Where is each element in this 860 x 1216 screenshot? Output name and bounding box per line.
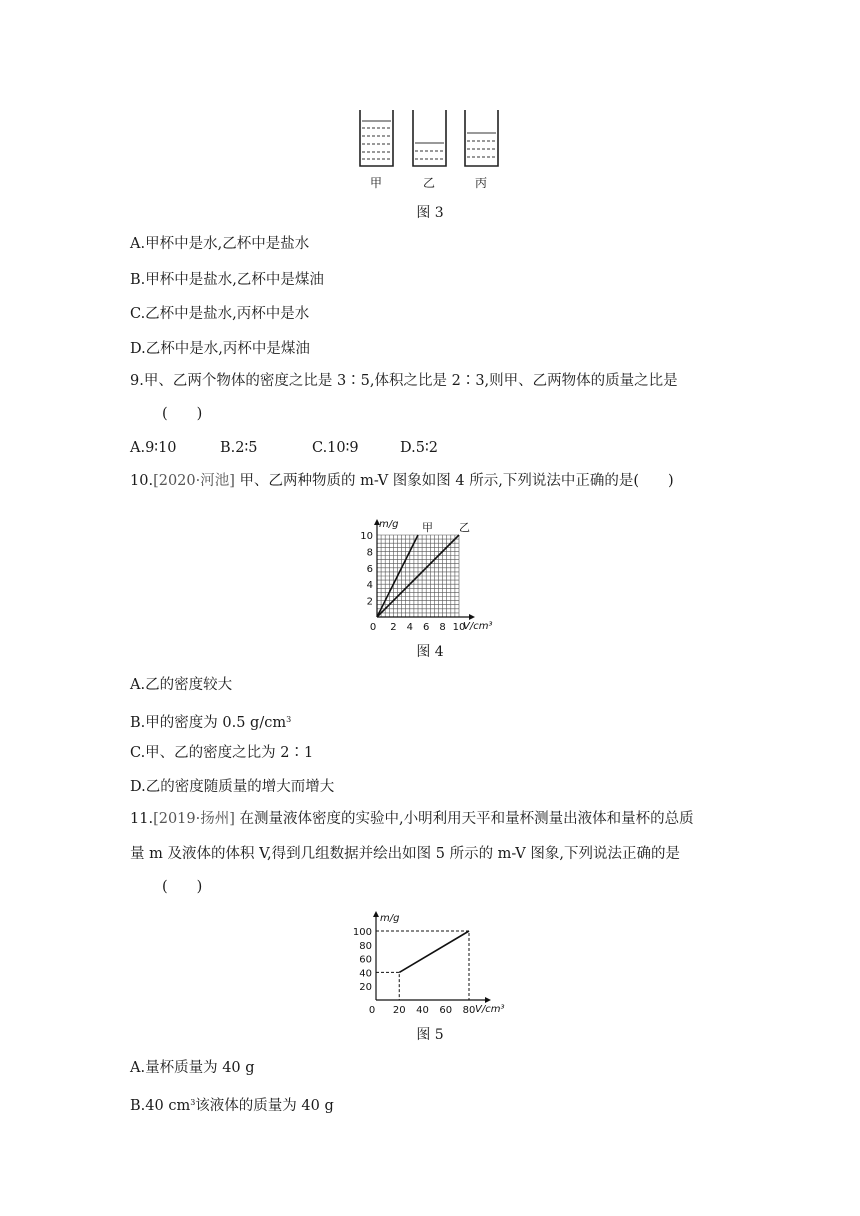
y-tick-label: 10 xyxy=(360,531,373,542)
q10-option-b: B.甲的密度为 0.5 g/cm xyxy=(130,715,287,731)
q11-option-b-part2: 该液体的质量为 40 g xyxy=(195,1098,334,1114)
figure-4 xyxy=(355,505,505,630)
x-axis-label: V/cm³ xyxy=(463,621,493,630)
y-tick-label: 4 xyxy=(366,580,373,592)
x-tick-label: 8 xyxy=(439,622,446,630)
x-tick-label: 80 xyxy=(462,1005,476,1015)
q11-option-a: A.量杯质量为 40 g xyxy=(130,1060,255,1076)
y-tick-label: 60 xyxy=(359,954,372,966)
q11-stem-1: 在测量液体密度的实验中,小明利用天平和量杯测量出液体和量杯的总质 xyxy=(234,811,694,827)
guide-start xyxy=(376,972,399,1000)
q9-option-d: D.5∶2 xyxy=(400,440,438,456)
q11-option-b-sup: 3 xyxy=(190,1098,196,1107)
cup-label-bing: 丙 xyxy=(475,176,488,190)
q9-option-c: C.10∶9 xyxy=(312,440,359,456)
cup-label-jia: 甲 xyxy=(370,176,383,190)
figure-5-chart xyxy=(348,905,508,1015)
y-axis-label: m/g xyxy=(380,913,400,924)
q10-option-b-line xyxy=(130,710,291,733)
q10-option-c: C.甲、乙的密度之比为 2∶1 xyxy=(130,745,314,761)
figure-4-caption: 图 4 xyxy=(416,644,444,660)
x-tick-label: 4 xyxy=(406,622,413,630)
y-axis-arrow xyxy=(373,911,379,917)
series-yi-label: 乙 xyxy=(459,521,470,534)
y-tick-label: 40 xyxy=(359,968,372,980)
q8-option-d: D.乙杯中是水,丙杯中是煤油 xyxy=(130,341,310,357)
y-tick-label: 6 xyxy=(366,563,373,575)
guide-end xyxy=(376,931,469,1000)
x-tick-label: 0 xyxy=(368,1005,376,1015)
x-tick-label: 20 xyxy=(392,1005,406,1015)
x-axis-label: V/cm³ xyxy=(475,1004,505,1015)
y-tick-label: 8 xyxy=(366,547,373,559)
y-axis-label: m/g xyxy=(379,519,399,530)
q11-source: [2019·扬州] xyxy=(153,811,235,827)
q9-options xyxy=(130,438,438,458)
q8-option-a: A.甲杯中是水,乙杯中是盐水 xyxy=(130,236,310,252)
x-tick-label: 0 xyxy=(369,622,377,630)
y-tick-label: 100 xyxy=(352,927,372,938)
x-tick-label: 40 xyxy=(416,1005,429,1015)
q11-blank: ( ) xyxy=(162,879,203,895)
q9-option-b: B.2∶5 xyxy=(220,440,258,456)
y-tick-label: 2 xyxy=(366,596,373,608)
q10-source: [2020·河池] xyxy=(153,473,235,489)
q8-option-c: C.乙杯中是盐水,丙杯中是水 xyxy=(130,306,310,322)
figure-3 xyxy=(355,106,505,196)
x-axis-arrow xyxy=(469,614,475,620)
cup-label-yi: 乙 xyxy=(423,176,436,190)
figure-3-caption: 图 3 xyxy=(416,205,444,221)
series-jia-label: 甲 xyxy=(422,521,433,534)
figure-5 xyxy=(348,905,508,1015)
x-tick-label: 60 xyxy=(439,1005,453,1015)
x-tick-label: 10 xyxy=(452,622,466,630)
q9-blank: ( ) xyxy=(162,406,203,422)
y-tick-label: 80 xyxy=(359,940,372,952)
figure-5-caption: 图 5 xyxy=(416,1027,444,1043)
q11-option-b-part1: B.40 cm xyxy=(130,1098,191,1114)
y-tick-label: 20 xyxy=(359,982,372,994)
x-tick-label: 2 xyxy=(390,622,397,630)
q11-number: 11. xyxy=(130,811,154,827)
q10-stem: 甲、乙两种物质的 m-V 图象如图 4 所示,下列说法中正确的是( ) xyxy=(234,473,674,489)
q10-option-a: A.乙的密度较大 xyxy=(130,677,233,693)
q10-option-b-sup: 3 xyxy=(286,715,292,724)
q10-stem-line xyxy=(130,471,674,491)
q9-stem: 9.甲、乙两个物体的密度之比是 3∶5,体积之比是 2∶3,则甲、乙两物体的质量之比是 xyxy=(130,373,678,389)
q10-number: 10. xyxy=(130,473,154,489)
q11-option-b-line xyxy=(130,1093,334,1116)
series-line xyxy=(399,931,469,972)
x-axis-arrow xyxy=(485,997,491,1003)
q9-option-a: A.9∶10 xyxy=(130,440,177,456)
q11-stem-line1 xyxy=(130,809,694,829)
q10-option-d: D.乙的密度随质量的增大而增大 xyxy=(130,779,335,795)
q8-option-b: B.甲杯中是盐水,乙杯中是煤油 xyxy=(130,272,324,288)
figure-4-chart xyxy=(355,505,505,630)
q11-stem-2: 量 m 及液体的体积 V,得到几组数据并绘出如图 5 所示的 m-V 图象,下列说法正确的是 xyxy=(130,846,680,862)
x-tick-label: 6 xyxy=(423,622,430,630)
